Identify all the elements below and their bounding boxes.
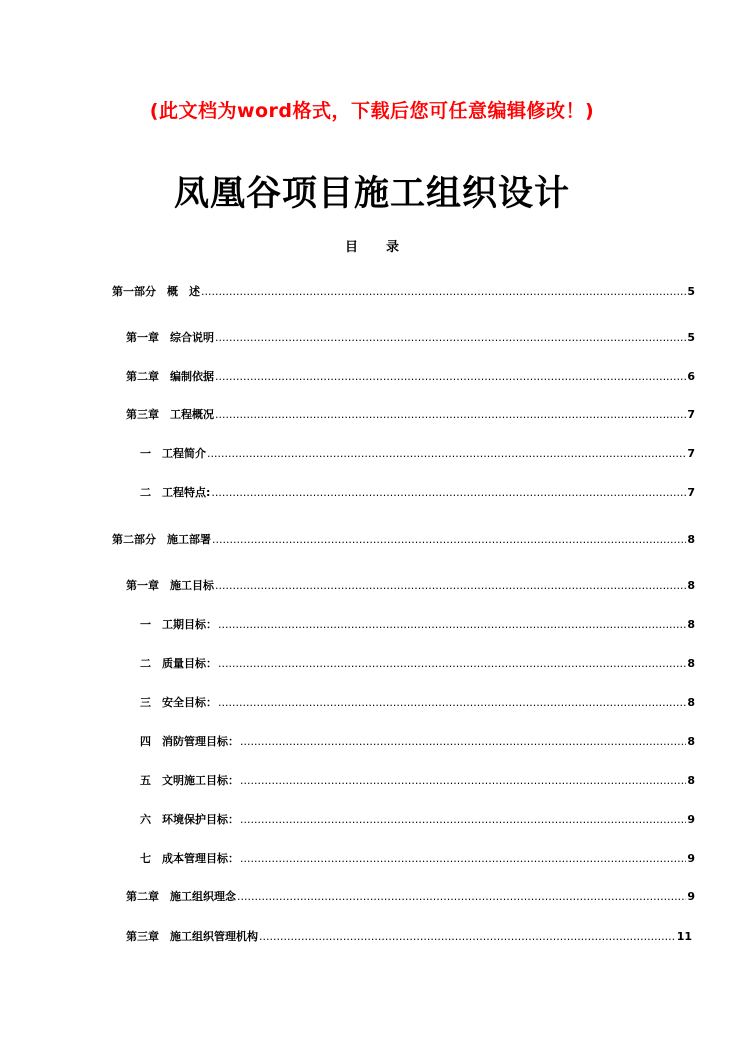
toc-leader-dots	[201, 285, 686, 299]
toc-entry[interactable]	[126, 930, 692, 944]
toc-entry-page: 8	[687, 533, 695, 546]
toc-leader-dots	[237, 890, 686, 904]
toc-entry[interactable]	[140, 618, 695, 632]
toc-entry-page: 9	[687, 852, 695, 865]
toc-entry[interactable]	[126, 890, 695, 904]
toc-entry-label: 第一章 综合说明	[126, 331, 214, 344]
toc-entry-page: 8	[687, 657, 695, 670]
toc-entry-label: 第一部分 概 述	[112, 285, 200, 298]
toc-entry[interactable]	[140, 774, 695, 788]
toc-entry-label: 第二章 施工组织理念	[126, 890, 236, 903]
toc-entry-label: 二 工程特点:	[140, 486, 211, 499]
toc-leader-dots	[240, 774, 686, 788]
toc-entry-page: 7	[687, 447, 695, 460]
toc-entry[interactable]	[126, 579, 695, 593]
toc-entry-page: 8	[687, 579, 695, 592]
toc-entry-label: 五 文明施工目标：	[140, 774, 239, 787]
toc-leader-dots	[215, 579, 686, 593]
toc-leader-dots	[211, 486, 686, 500]
toc-entry-label: 三 安全目标：	[140, 696, 217, 709]
toc-entry-label: 七 成本管理目标：	[140, 852, 239, 865]
toc-entry-label: 一 工程简介	[140, 447, 206, 460]
toc-entry[interactable]	[140, 813, 695, 827]
document-title: 凤凰谷项目施工组织设计	[173, 173, 570, 214]
toc-entry-page: 8	[687, 618, 695, 631]
toc-entry-label: 第二部分 施工部署	[112, 533, 211, 546]
toc-leader-dots	[240, 735, 686, 749]
toc-leader-dots	[215, 408, 686, 422]
toc-entry-label: 第三章 施工组织管理机构	[126, 930, 258, 943]
toc-leader-dots	[218, 618, 686, 632]
toc-entry-page: 7	[687, 486, 695, 499]
toc-leader-dots	[259, 930, 676, 944]
toc-leader-dots	[207, 447, 686, 461]
toc-entry-label: 一 工期目标：	[140, 618, 217, 631]
toc-leader-dots	[212, 533, 686, 547]
toc-entry[interactable]	[140, 735, 695, 749]
toc-entry-page: 5	[687, 331, 695, 344]
toc-entry-page: 5	[687, 285, 695, 298]
toc-leader-dots	[215, 370, 686, 384]
toc-entry-page: 8	[687, 696, 695, 709]
toc-entry[interactable]	[126, 370, 695, 384]
toc-entry[interactable]	[140, 696, 695, 710]
toc-entry[interactable]	[126, 331, 695, 345]
toc-entry-label: 四 消防管理目标：	[140, 735, 239, 748]
toc-leader-dots	[240, 852, 686, 866]
toc-entry-page: 6	[687, 370, 695, 383]
toc-entry[interactable]	[140, 657, 695, 671]
toc-entry-label: 第三章 工程概况	[126, 408, 214, 421]
toc-entry[interactable]	[126, 408, 695, 422]
toc-heading: 目录	[344, 240, 427, 255]
toc-entry-label: 六 环境保护目标：	[140, 813, 239, 826]
toc-entry-page: 9	[687, 813, 695, 826]
toc-entry-page: 9	[687, 890, 695, 903]
toc-leader-dots	[218, 696, 686, 710]
editable-notice: (此文档为word格式，下载后您可任意编辑修改！)	[149, 100, 595, 122]
toc-entry[interactable]	[140, 852, 695, 866]
toc-entry-label: 第二章 编制依据	[126, 370, 214, 383]
toc-entry-page: 8	[687, 735, 695, 748]
toc-entry[interactable]	[140, 486, 695, 500]
toc-entry-label: 二 质量目标：	[140, 657, 217, 670]
toc-entry[interactable]	[112, 533, 695, 547]
toc-entry-page: 11	[676, 930, 692, 943]
toc-entry[interactable]	[140, 447, 695, 461]
toc-leader-dots	[218, 657, 686, 671]
toc-entry-page: 8	[687, 774, 695, 787]
toc-entry-label: 第一章 施工目标	[126, 579, 214, 592]
toc-leader-dots	[240, 813, 686, 827]
toc-entry-page: 7	[687, 408, 695, 421]
toc-entry[interactable]	[112, 285, 695, 299]
toc-leader-dots	[215, 331, 686, 345]
